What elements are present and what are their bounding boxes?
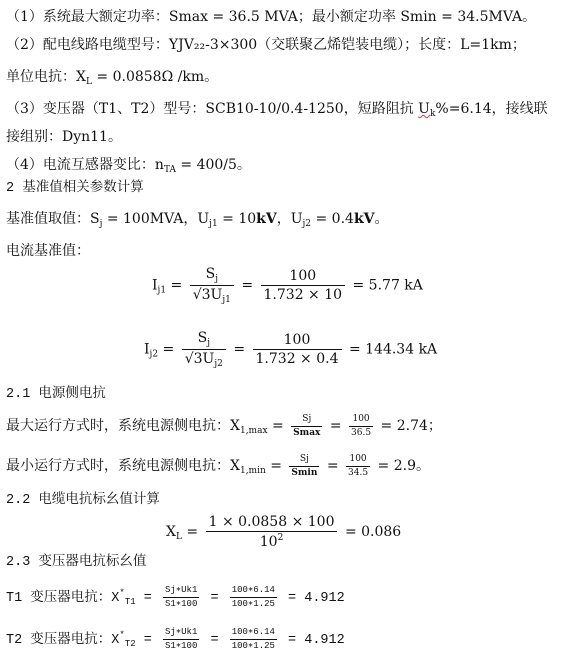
eq2-result: = 144.34 kA: [348, 341, 438, 358]
spec-line-2: （2）配电线路电缆型号：YJV₂₂-3×300（交联聚乙烯铠装电缆）；长度：L=1km；: [6, 37, 526, 53]
impedance-value: %=6.14，接线联: [435, 101, 548, 117]
fraction-t1-numeric: $\frac{100∗6.14}{100∗1.25}$: [231, 584, 275, 609]
fraction-t2-symbolic: $\frac{Sj∗Uk1}{S1∗100}$: [164, 626, 198, 651]
fraction-sj-smax: $\frac{Sj}{Smax}$: [293, 413, 321, 438]
equation-ij1: $I_{j1}$ = $\frac{S_j}{√3U_{j1}}$ = $\frac{100}{1.732 \times 10}$ = 5.77 kA: [152, 266, 423, 305]
reactance-value: = 0.0858Ω /km。: [91, 69, 219, 85]
reactance-label: 单位电抗：X: [6, 69, 86, 85]
fraction-t2-numeric: $\frac{100∗6.14}{100∗1.25}$: [231, 626, 275, 651]
fraction-sj-over-u: $\frac{S_j}{√3U_{j1}}$: [190, 266, 234, 305]
section-2-1-heading: 2.1 电源侧电抗: [6, 387, 106, 402]
current-base-label: 电流基准值：: [6, 243, 90, 259]
t1-reactance-line: T1 变压器电抗：$X^*_{T1}$ = $\frac{Sj∗Uk1}{S1∗100}$ = $\frac{100∗6.14}{100∗1.25}$ = 4.912: [6, 584, 345, 609]
fraction-cable: $\frac{1 \times 0.0858 \times 100}{10^2}$: [206, 514, 338, 550]
spec-line-1: （1）系统最大额定功率：Smax = 36.5 MVA；最小额定功率 Smin = 34.5MVA。: [6, 9, 537, 25]
transformer-model: （3）变压器（T1、T2）型号：SCB10-10/0.4-1250，短路阻抗: [6, 101, 419, 117]
fraction-numeric: $\frac{100}{1.732 \times 0.4}$: [253, 332, 342, 367]
section-2-2-heading: 2.2 电缆电抗标幺值计算: [6, 493, 160, 508]
eq1-result: = 5.77 kA: [352, 277, 423, 294]
base-values-line: 基准值取值：$S_j = 100MVA$，$U_{j1} = 10kV$，$U_{j2} = 0.4kV$。: [6, 211, 389, 229]
fraction-numeric: $\frac{100}{1.732 \times 10}$: [261, 268, 346, 303]
spec-line-5: 接组别：Dyn11。: [6, 129, 122, 145]
impedance-symbol: $U_k$: [418, 101, 436, 119]
fraction-100-34-5: $\frac{100}{34.5}$: [348, 453, 369, 478]
max-mode-line: 最大运行方式时，系统电源侧电抗：$X_{1,max}$ = $\frac{Sj}{Smax}$ = $\frac{100}{36.5}$ = 2.74；: [6, 413, 442, 438]
section-2-3-heading: 2.3 变压器电抗标幺值: [6, 555, 147, 570]
min-mode-line: 最小运行方式时，系统电源侧电抗：$X_{1,min}$ = $\frac{Sj}{Smin}$ = $\frac{100}{34.5}$ = 2.9。: [6, 453, 430, 478]
spec-line-4: [6, 100, 548, 123]
fraction-100-36-5: $\frac{100}{36.5}$: [351, 413, 372, 438]
equation-ij2: $I_{j2}$ = $\frac{S_j}{√3U_{j2}}$ = $\frac{100}{1.732 \times 0.4}$ = 144.34 kA: [144, 330, 438, 369]
fraction-sj-over-u: $\frac{S_j}{√3U_{j2}}$: [182, 330, 226, 369]
t2-reactance-line: T2 变压器电抗：$X^*_{T2}$ = $\frac{Sj∗Uk1}{S1∗100}$ = $\frac{100∗6.14}{100∗1.25}$ = 4.912: [6, 626, 345, 651]
fraction-sj-smin: $\frac{Sj}{Smin}$: [291, 453, 318, 478]
reactance-sub: L: [85, 77, 92, 87]
equation-xl: $X_L$ = $\frac{1 \times 0.0858 \times 100}{10^2}$ = 0.086: [166, 514, 402, 550]
eq3-result: = 0.086: [344, 524, 402, 540]
spec-line-6: （4）电流互感器变比：$n_{TA} = 400/5$。: [6, 157, 251, 175]
section-2-heading: 2 基准值相关参数计算: [6, 181, 144, 196]
fraction-t1-symbolic: $\frac{Sj∗Uk1}{S1∗100}$: [164, 584, 198, 609]
spec-line-3: [6, 68, 218, 91]
